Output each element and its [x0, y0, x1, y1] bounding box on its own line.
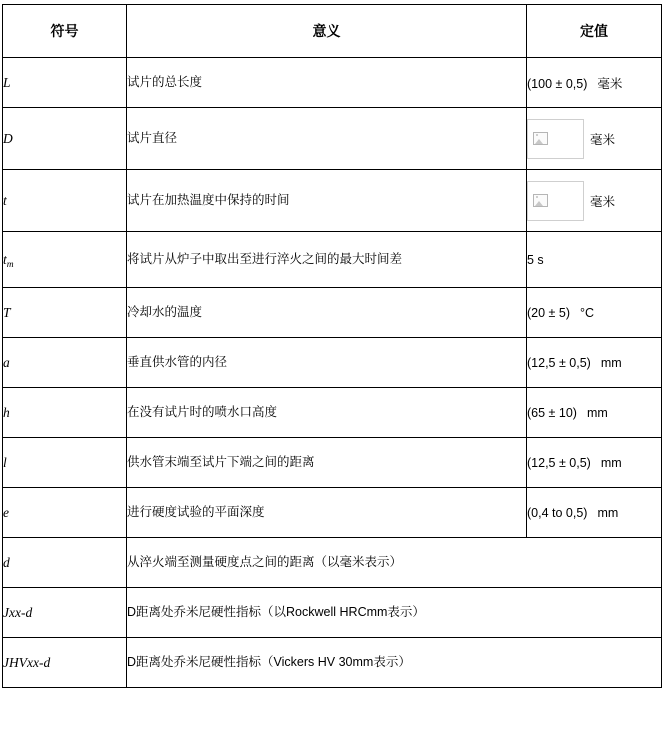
table-row [3, 638, 662, 688]
cell-symbol [3, 108, 127, 170]
symbol-text: L [3, 74, 11, 90]
cell-meaning: 将试片从炉子中取出至进行淬火之间的最大时间差 [127, 232, 527, 288]
cell-value [527, 388, 662, 438]
symbols-table [2, 4, 662, 688]
value-unit: mm [600, 355, 622, 370]
table-row [3, 288, 662, 338]
symbol-text: T [3, 304, 11, 320]
value-unit: 毫米 [590, 194, 616, 209]
cell-meaning: 试片直径 [127, 108, 527, 170]
symbol-text: JHVxx-d [3, 654, 51, 670]
symbol-text: t [3, 192, 7, 208]
value-text: 5 s [527, 252, 544, 267]
table-row [3, 538, 662, 588]
table-row [3, 232, 662, 288]
symbol-text: e [3, 504, 9, 520]
table-row [3, 488, 662, 538]
column-header-value: 定值 [527, 5, 662, 58]
value-unit: mm [600, 455, 622, 470]
cell-value [527, 288, 662, 338]
symbol-text: Jxx-d [3, 604, 33, 620]
cell-meaning: 从淬火端至测量硬度点之间的距离（以毫米表示） [127, 538, 662, 588]
symbol-text: D [3, 130, 13, 146]
cell-meaning: D距离处乔米尼硬性指标（以Rockwell HRCmm表示） [127, 588, 662, 638]
value-text: (0,4 to 0,5) [527, 505, 588, 520]
cell-symbol [3, 232, 127, 288]
cell-meaning: 进行硬度试验的平面深度 [127, 488, 527, 538]
document-page [0, 4, 663, 747]
symbol-text: h [3, 404, 10, 420]
value-unit: 毫米 [590, 132, 616, 147]
cell-value [527, 338, 662, 388]
value-unit: mm [597, 505, 619, 520]
symbol-text: d [3, 554, 10, 570]
cell-meaning: 垂直供水管的内径 [127, 338, 527, 388]
cell-symbol [3, 438, 127, 488]
table-header-row [3, 5, 662, 58]
cell-symbol [3, 538, 127, 588]
table-row [3, 108, 662, 170]
cell-symbol [3, 638, 127, 688]
cell-symbol [3, 488, 127, 538]
table-row [3, 58, 662, 108]
cell-meaning: 供水管末端至试片下端之间的距离 [127, 438, 527, 488]
table-row [3, 170, 662, 232]
value-text: (12,5 ± 0,5) [527, 455, 591, 470]
value-text: (12,5 ± 0,5) [527, 355, 591, 370]
cell-value [527, 108, 662, 170]
cell-value [527, 170, 662, 232]
table-row [3, 588, 662, 638]
value-unit: 毫米 [597, 76, 623, 91]
cell-meaning: D距离处乔米尼硬性指标（Vickers HV 30mm表示） [127, 638, 662, 688]
cell-meaning: 试片在加热温度中保持的时间 [127, 170, 527, 232]
value-text: (100 ± 0,5) [527, 76, 588, 91]
cell-value [527, 488, 662, 538]
value-unit: mm [586, 405, 608, 420]
cell-symbol [3, 288, 127, 338]
broken-image-icon [527, 119, 584, 159]
cell-symbol [3, 58, 127, 108]
cell-meaning: 在没有试片时的喷水口高度 [127, 388, 527, 438]
value-unit: °C [580, 305, 595, 320]
cell-value [527, 438, 662, 488]
cell-symbol [3, 588, 127, 638]
cell-symbol [3, 338, 127, 388]
table-row [3, 438, 662, 488]
column-header-meaning: 意义 [127, 5, 527, 58]
table-row [3, 338, 662, 388]
symbol-subscript: m [6, 259, 14, 270]
cell-meaning: 试片的总长度 [127, 58, 527, 108]
cell-value [527, 232, 662, 288]
cell-value [527, 58, 662, 108]
table-row [3, 388, 662, 438]
value-text: (20 ± 5) [527, 305, 570, 320]
symbol-text: l [3, 454, 7, 470]
symbol-text: a [3, 354, 10, 370]
value-text: (65 ± 10) [527, 405, 577, 420]
broken-image-icon [527, 181, 584, 221]
cell-symbol [3, 170, 127, 232]
column-header-symbol: 符号 [3, 5, 127, 58]
cell-symbol [3, 388, 127, 438]
cell-meaning: 冷却水的温度 [127, 288, 527, 338]
symbol-text: t [3, 251, 7, 267]
